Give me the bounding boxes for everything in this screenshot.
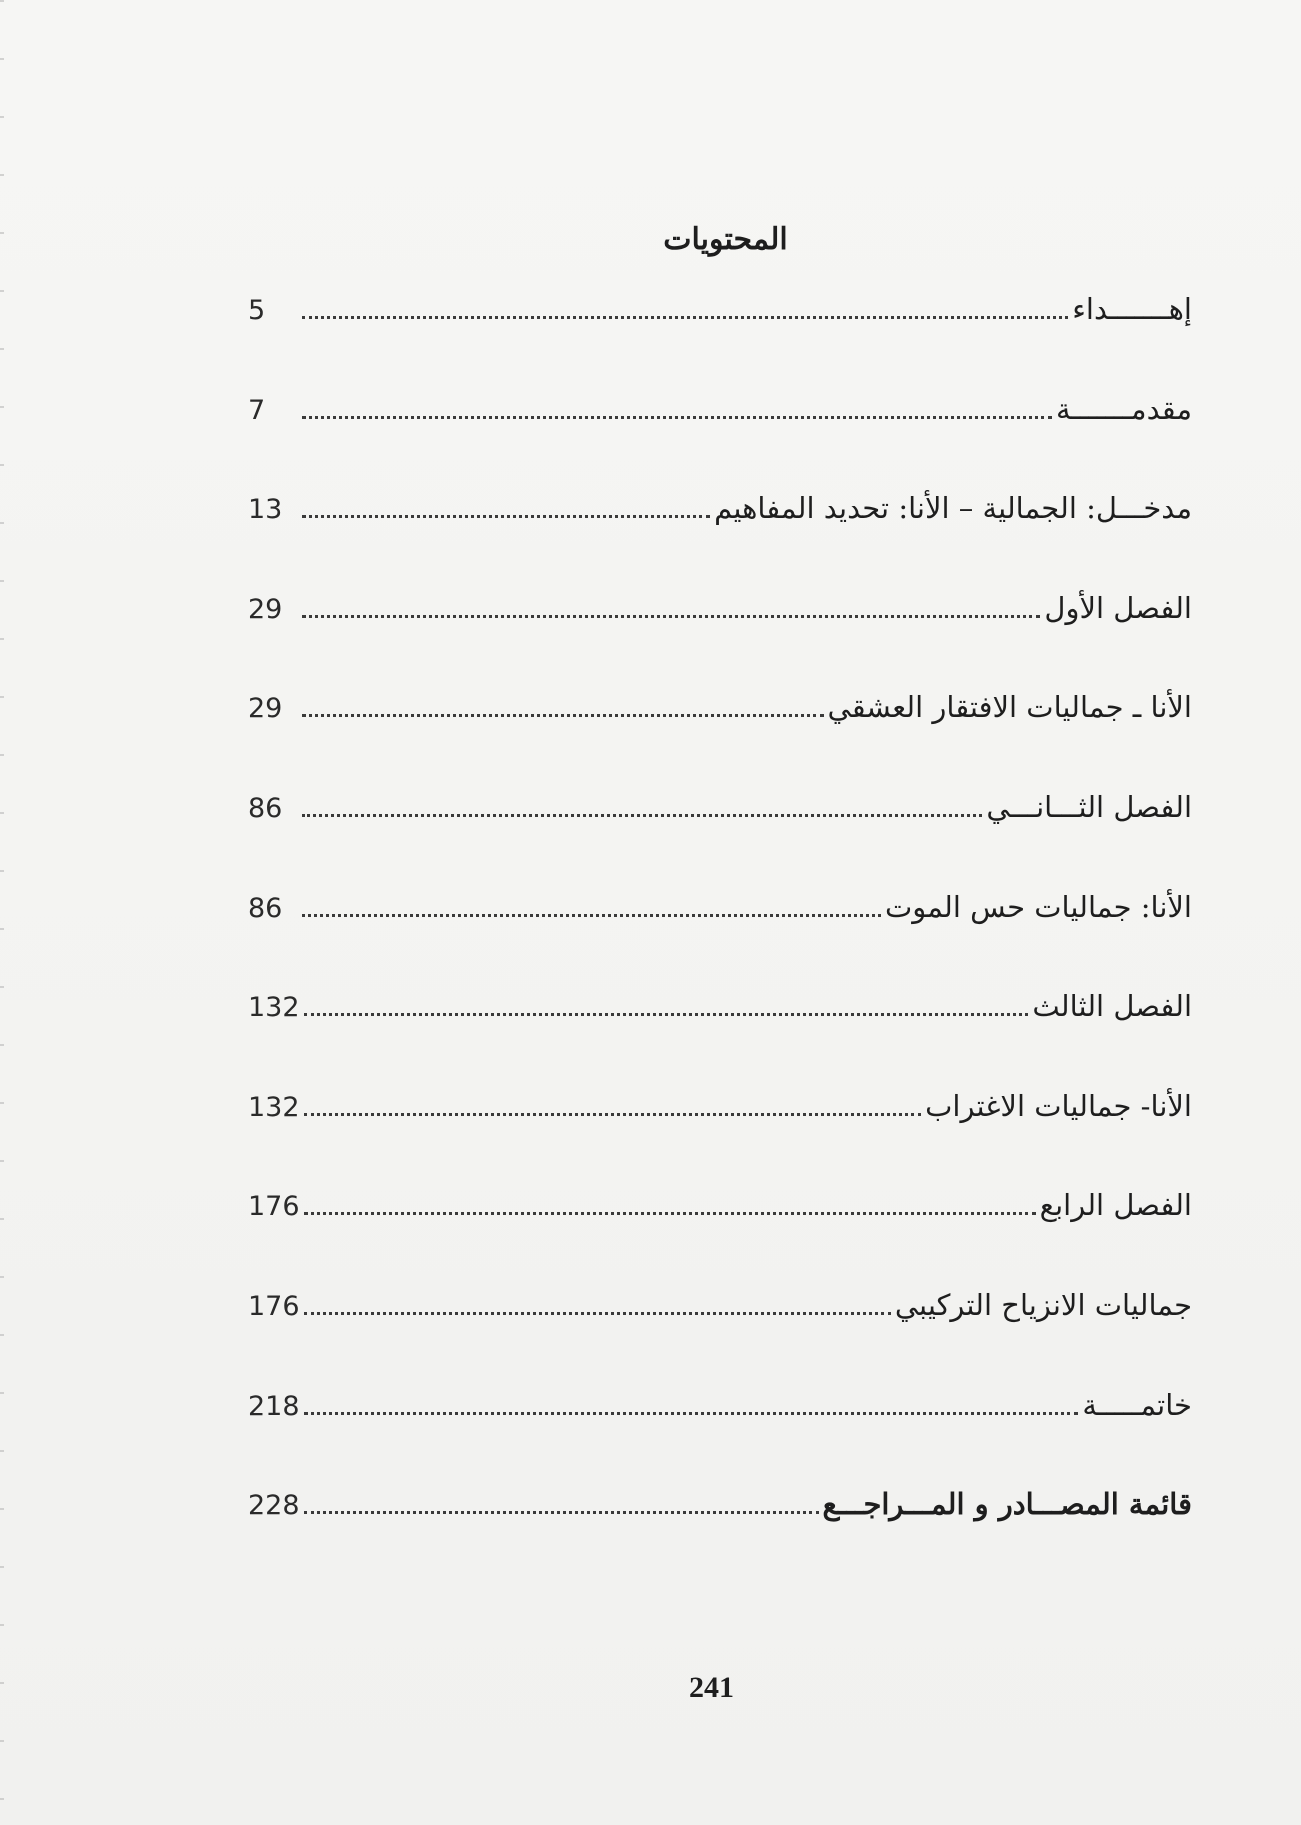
toc-dot-leader	[304, 1113, 922, 1116]
toc-entry-label: الأنا ـ جماليات الافتقار العشقي	[827, 690, 1192, 725]
page-title: المحتويات	[663, 222, 788, 257]
toc-entry	[248, 1465, 1192, 1565]
page-number: 241	[689, 1671, 734, 1704]
page-edge	[0, 0, 4, 1825]
toc-entry-label: الفصل الثـــانـــي	[986, 789, 1192, 824]
toc-entry-page: 228	[248, 1490, 300, 1522]
toc-entry-page: 86	[248, 792, 283, 824]
toc-dot-leader	[302, 615, 1040, 618]
toc-entry	[248, 469, 1192, 569]
toc-dot-leader	[302, 814, 982, 817]
toc-entry	[248, 967, 1192, 1067]
toc-entry	[248, 868, 1192, 968]
toc-entry-label: خاتمـــــة	[1082, 1387, 1192, 1422]
toc-entry	[248, 370, 1192, 470]
toc-dot-leader	[304, 1511, 819, 1514]
toc-entry-page: 132	[248, 1091, 300, 1123]
toc-entry-label: مدخـــل: الجمالية – الأنا: تحديد المفاهيم	[714, 491, 1192, 526]
toc-entry-page: 7	[248, 394, 266, 426]
toc-entry	[248, 1166, 1192, 1266]
toc-entry-page: 132	[248, 992, 300, 1024]
toc-entry-label: جماليات الانزياح التركيبي	[894, 1287, 1192, 1322]
toc-entry-label: إهـــــــداء	[1072, 292, 1192, 326]
toc-entry-label: مقدمـــــــة	[1056, 391, 1192, 426]
toc-entry	[248, 1366, 1192, 1466]
toc-dot-leader	[302, 914, 881, 917]
toc-entry-label: الأنا- جماليات الاغتراب	[925, 1088, 1192, 1123]
toc-entry	[248, 1266, 1192, 1366]
toc-entry-page: 218	[248, 1390, 300, 1422]
toc-entry	[248, 768, 1192, 868]
toc-entry-page: 29	[248, 693, 283, 725]
toc-entry-label: الفصل الرابع	[1039, 1188, 1192, 1223]
toc-dot-leader	[302, 515, 710, 518]
toc-entry-page: 176	[248, 1191, 300, 1223]
toc-entry-label: الأنا: جماليات حس الموت	[884, 889, 1192, 924]
toc-entry-label: قائمة المصـــادر و المـــراجـــع	[822, 1487, 1192, 1522]
toc-dot-leader	[304, 1312, 891, 1315]
toc-entry	[248, 270, 1192, 370]
toc-entry-label: الفصل الأول	[1044, 590, 1192, 625]
toc-dot-leader	[304, 1013, 1029, 1016]
toc-dot-leader	[302, 416, 1052, 419]
toc-entry	[248, 1067, 1192, 1167]
toc-dot-leader	[304, 1412, 1079, 1415]
toc-entry	[248, 569, 1192, 669]
toc-entry-page: 86	[248, 892, 283, 924]
toc-dot-leader	[304, 1212, 1036, 1215]
toc-entry-page: 5	[248, 295, 266, 326]
table-of-contents	[248, 270, 1192, 1565]
toc-dot-leader	[302, 316, 1068, 319]
toc-entry-label: الفصل الثالث	[1032, 989, 1192, 1024]
toc-entry-page: 13	[248, 494, 283, 526]
toc-entry-page: 176	[248, 1290, 300, 1322]
toc-dot-leader	[302, 714, 824, 717]
toc-entry-page: 29	[248, 593, 283, 625]
toc-entry	[248, 668, 1192, 768]
